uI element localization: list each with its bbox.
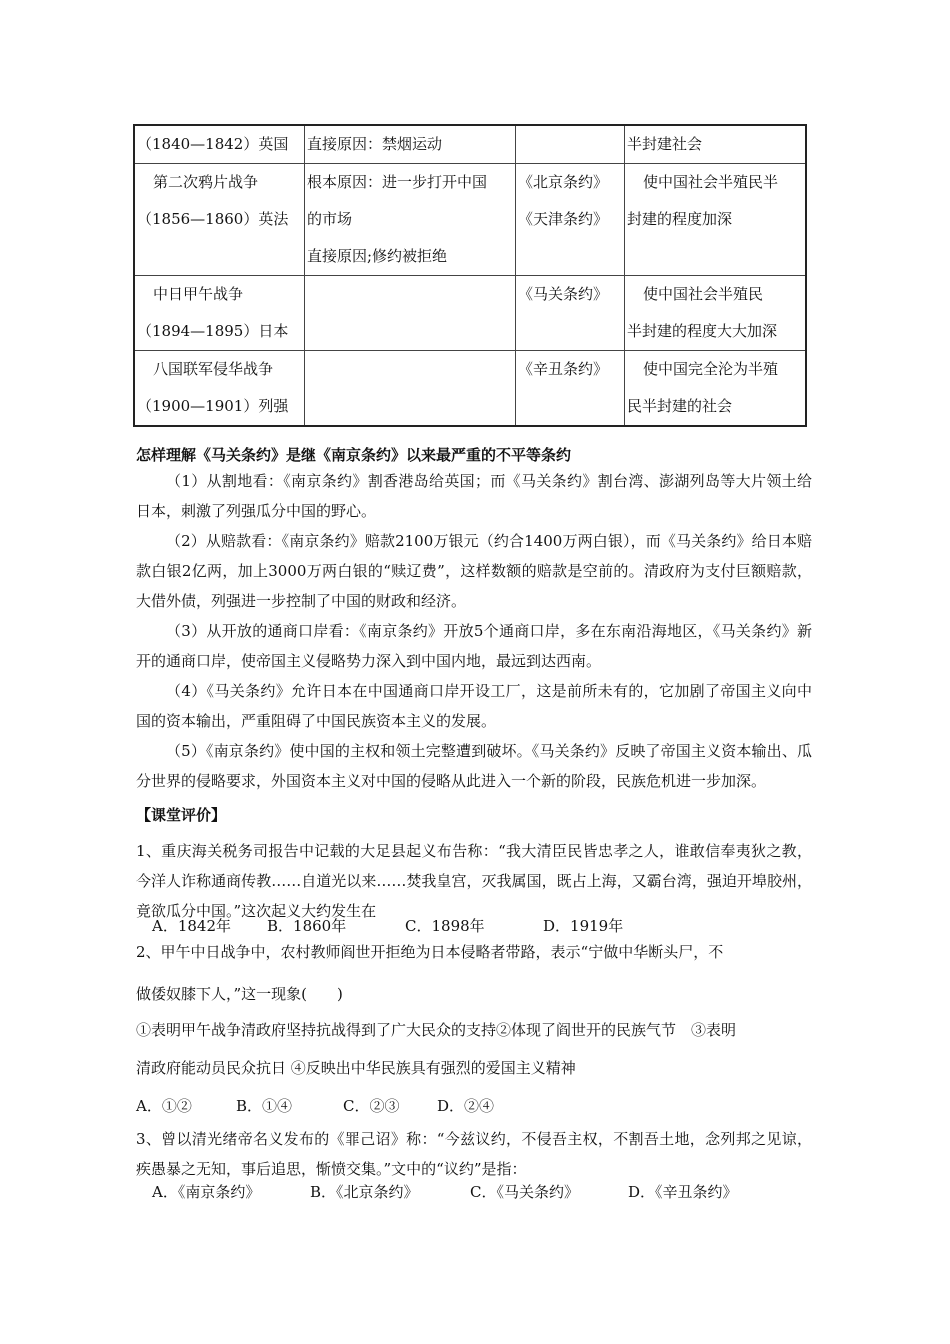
option-b: B．1860年 (267, 917, 347, 935)
war-period: （1856—1860）英法 (137, 210, 289, 228)
option-c: C．②③ (343, 1097, 400, 1115)
option-c: C．1898年 (405, 917, 485, 935)
paragraph: （4）《马关条约》允许日本在中国通商口岸开设工厂，这是前所未有的，它加剧了帝国主义向中国的资本输出，严重阻碍了中国民族资本主义的发展。 (136, 682, 812, 730)
war-name: 八国联军侵华战争 (153, 360, 274, 378)
war-name: （1840—1842）英国 (137, 135, 289, 153)
effect-text: 半封建社会 (627, 135, 703, 153)
option-c: C．《马关条约》 (470, 1183, 579, 1201)
option-d: D．②④ (437, 1097, 495, 1115)
question-2-line: ①表明甲午战争清政府坚持抗战得到了广大民众的支持②体现了阎世开的民族气节 ③表明 (136, 1021, 737, 1039)
effect-cell (625, 276, 807, 351)
war-cell (134, 276, 305, 351)
effect-text: 使中国社会半殖民 (643, 285, 764, 303)
option-b: B．①④ (236, 1097, 293, 1115)
treaty-name: 《天津条约》 (518, 210, 609, 228)
cause-cell (305, 351, 516, 427)
war-period: （1894—1895）日本 (137, 322, 289, 340)
option-b: B．《北京条约》 (310, 1183, 419, 1201)
treaty-name: 《马关条约》 (518, 285, 609, 303)
table-row (134, 276, 806, 351)
treaty-name: 《辛丑条约》 (518, 360, 609, 378)
cause-text: 直接原因;修约被拒绝 (307, 247, 448, 265)
paragraph: （3）从开放的通商口岸看：《南京条约》开放5个通商口岸，多在东南沿海地区，《马关条约》新开的通商口岸，使帝国主义侵略势力深入到中国内地，最远到达西南。 (136, 622, 812, 670)
war-cell (134, 351, 305, 427)
war-name: 中日甲午战争 (153, 285, 244, 303)
war-cell (134, 164, 305, 276)
effect-text: 使中国社会半殖民半 (643, 173, 779, 191)
effect-cell (625, 125, 807, 164)
treaty-cell (516, 164, 625, 276)
option-a: A．1842年 (152, 917, 232, 935)
table-row (134, 351, 806, 427)
treaty-cell (516, 351, 625, 427)
cause-text: 的市场 (307, 210, 353, 228)
question-1-options (152, 914, 623, 938)
effect-text: 民半封建的社会 (627, 397, 733, 415)
cause-text: 根本原因：进一步打开中国 (307, 173, 488, 191)
table-row (134, 164, 806, 276)
class-evaluation-title: 【课堂评价】 (136, 806, 227, 824)
question-2-line: 2、甲午中日战争中，农村教师阎世开拒绝为日本侵略者带路，表示“宁做中华断头尸，不 (136, 943, 724, 961)
option-a: A．①② (136, 1097, 192, 1115)
question-3-options (152, 1180, 738, 1204)
question-2-line: 清政府能动员民众抗日 ④反映出中华民族具有强烈的爱国主义精神 (136, 1059, 576, 1077)
paragraph: （1）从割地看：《南京条约》割香港岛给英国；而《马关条约》割台湾、澎湖列岛等大片领土给日本，刺激了列强瓜分中国的野心。 (136, 472, 812, 520)
effect-text: 半封建的程度大大加深 (627, 322, 778, 340)
war-cell (134, 125, 305, 164)
effect-cell (625, 164, 807, 276)
cause-cell (305, 125, 516, 164)
effect-cell (625, 351, 807, 427)
war-period: （1900—1901）列强 (137, 397, 289, 415)
option-d: D．1919年 (543, 917, 624, 935)
cause-cell (305, 276, 516, 351)
effect-text: 使中国完全沦为半殖 (643, 360, 779, 378)
question-2-line: 做倭奴膝下人，”这一现象( ) (136, 985, 343, 1003)
cause-cell (305, 164, 516, 276)
question-3-text: 3、曾以清光绪帝名义发布的《罪己诏》称：“今兹议约，不侵吾主权，不割吾土地，念列邦之见谅，疾愚暴之无知，事后追思，惭愤交集。”文中的“议约”是指： (136, 1130, 812, 1178)
treaty-name: 《北京条约》 (518, 173, 609, 191)
table-row (134, 125, 806, 164)
war-name: 第二次鸦片战争 (153, 173, 259, 191)
question-2-options (136, 1094, 494, 1118)
paragraph: （2）从赔款看：《南京条约》赔款2100万银元（约合1400万两白银），而《马关条约》给日本赔款白银2亿两，加上3000万两白银的“赎辽费”，这样数额的赔款是空前的。清政府为支付巨额赔款，大借外债，列强进一步控制了中国的财政和经济。 (136, 532, 812, 610)
cause-text: 直接原因：禁烟运动 (307, 135, 443, 153)
treaty-cell (516, 276, 625, 351)
effect-text: 封建的程度加深 (627, 210, 733, 228)
paragraph: （5）《南京条约》使中国的主权和领土完整遭到破坏。《马关条约》反映了帝国主义资本输出、瓜分世界的侵略要求，外国资本主义对中国的侵略从此进入一个新的阶段，民族危机进一步加深。 (136, 742, 812, 790)
option-d: D．《辛丑条约》 (628, 1183, 738, 1201)
question-1-text: 1、重庆海关税务司报告中记载的大足县起义布告称：“我大清臣民皆忠孝之人，谁敢信奉夷狄之教，今洋人诈称通商传教……自道光以来……焚我皇宫，灭我属国，既占上海，又霸台湾，强迫开埠胶州，竟欲瓜分中国。”这次起义大约发生在 (136, 842, 812, 920)
option-a: A．《南京条约》 (152, 1183, 261, 1201)
treaty-cell (516, 125, 625, 164)
section-heading: 怎样理解《马关条约》是继《南京条约》以来最严重的不平等条约 (136, 446, 572, 464)
history-wars-table (133, 124, 807, 427)
